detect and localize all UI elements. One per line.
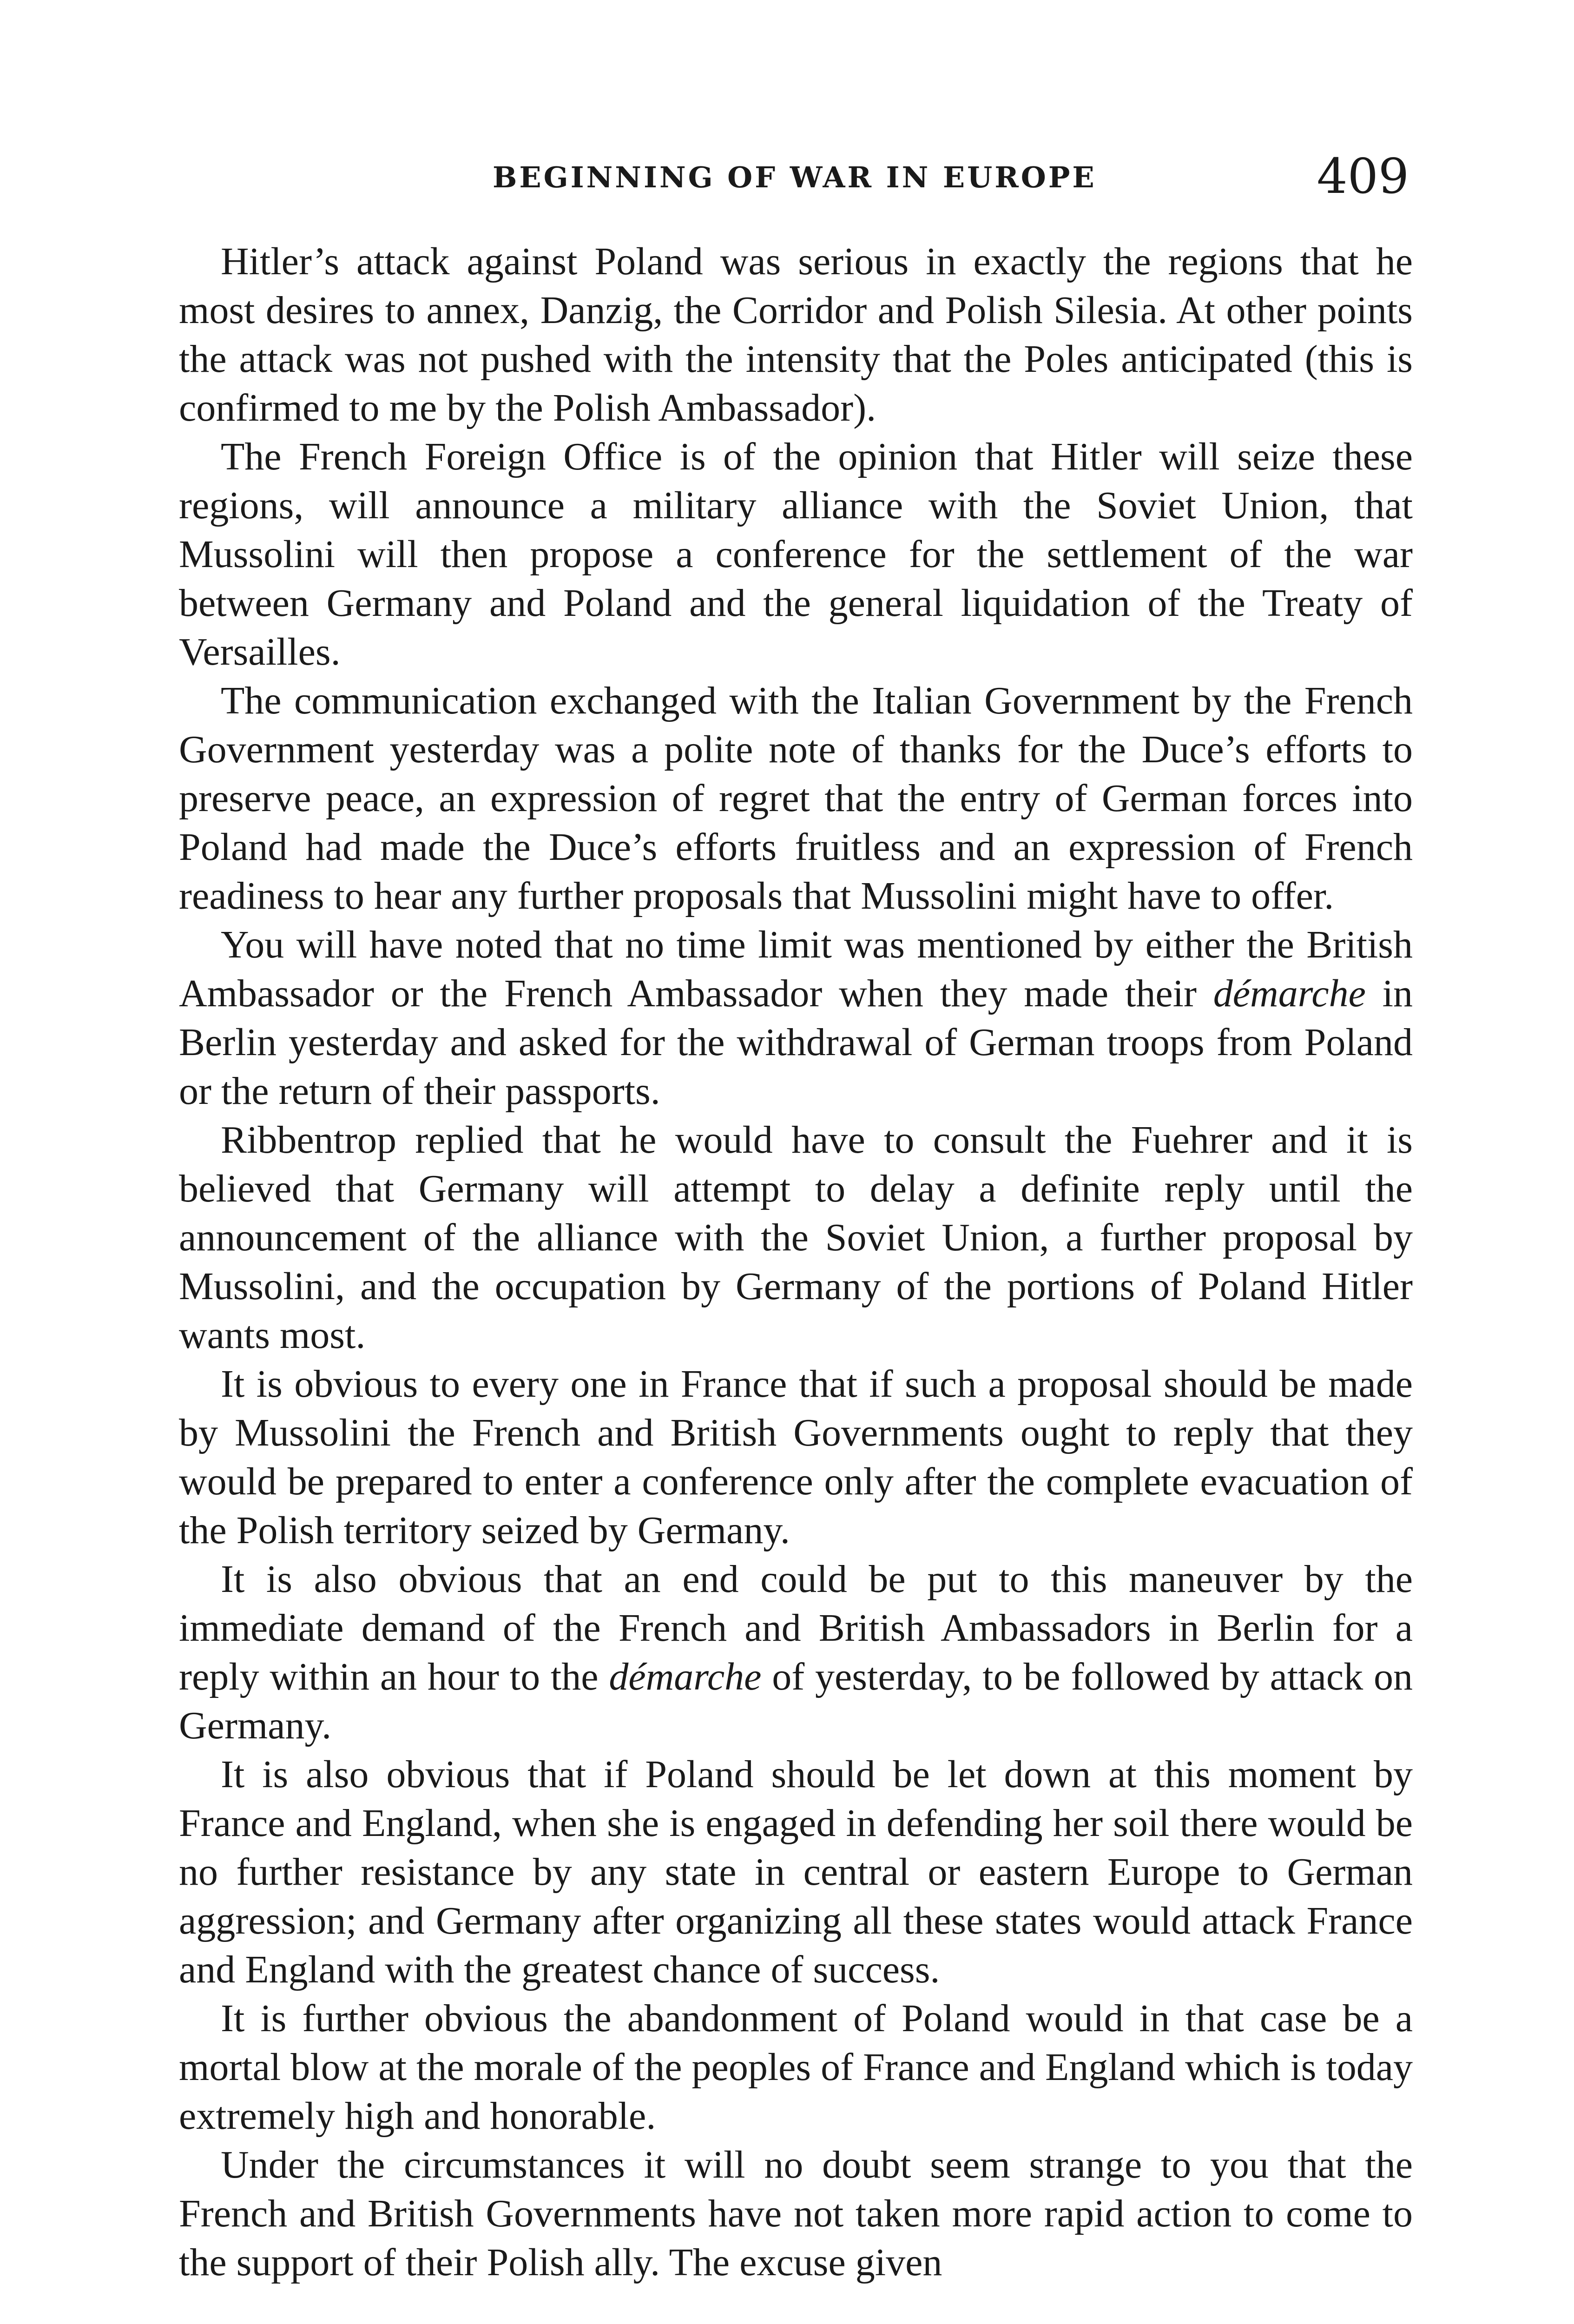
paragraph <box>179 920 1413 1116</box>
text-segment: of yesterday, to be followed by attack on Germany. <box>179 1655 1413 1747</box>
text-segment: It is obvious to every one in France that if such a proposal should be made by Mussolini the French and British Governments ought to reply that they would be prepared to enter a conference only after the complete evacuation of the Polish territory seized by Germany. <box>179 1362 1413 1552</box>
text-segment: Under the circumstances it will no doubt seem strange to you that the French and British Governments have not taken more rapid action to come to the support of their Polish ally. The excuse given <box>179 2143 1413 2284</box>
paragraph <box>179 1360 1413 1555</box>
text-segment: The French Foreign Office is of the opinion that Hitler will seize these regions, will announce a military alliance with the Soviet Union, that Mussolini will then propose a conference for the settlement of the war between Germany and Poland and the general liquidation of the Treaty of Versailles. <box>179 435 1413 673</box>
text-segment: You will have noted that no time limit was mentioned by either the British Ambassador or the French Ambassador when they made their <box>179 923 1413 1015</box>
text-segment: Hitler’s attack against Poland was serious in exactly the regions that he most desires to annex, Danzig, the Corridor and Polish Silesia. At other points the attack was not pushed with the intensity that the Poles anticipated (this is confirmed to me by the Polish Ambassador). <box>179 240 1413 429</box>
paragraph <box>179 1994 1413 2140</box>
text-segment: Ribbentrop replied that he would have to consult the Fuehrer and it is believed that Germany will attempt to delay a definite reply until the announcement of the alliance with the Soviet Union, a further proposal by Mussolini, and the occupation by Germany of the portions of Poland Hitler wants most. <box>179 1118 1413 1357</box>
paragraph <box>179 1116 1413 1360</box>
paragraph <box>179 1555 1413 1750</box>
paragraph <box>179 237 1413 432</box>
text-segment: in Berlin yesterday and asked for the withdrawal of German troops from Poland or the return of their passports. <box>179 972 1413 1113</box>
paragraph <box>179 1750 1413 1994</box>
paragraph <box>179 432 1413 676</box>
italic-term: démarche <box>1213 972 1366 1015</box>
body-text <box>179 237 1413 2287</box>
paragraph <box>179 676 1413 920</box>
page-number: 409 <box>1317 148 1409 205</box>
italic-term: démarche <box>609 1655 762 1698</box>
text-segment: The communication exchanged with the Italian Government by the French Government yesterday was a polite note of thanks for the Duce’s efforts to preserve peace, an expression of regret that the entry of German forces into Poland had made the Duce’s efforts fruitless and an expression of French readiness to hear any further proposals that Mussolini might have to offer. <box>179 679 1413 918</box>
text-segment: It is also obvious that an end could be put to this maneuver by the immediate demand of the French and British Ambassadors in Berlin for a reply within an hour to the <box>179 1558 1413 1698</box>
text-segment: It is also obvious that if Poland should be let down at this moment by France and England, when she is engaged in defending her soil there would be no further resistance by any state in central or eastern Europe to German aggression; and Germany after organizing all these states would attack France and England with the greatest chance of success. <box>179 1753 1413 1991</box>
paragraph <box>179 2140 1413 2287</box>
text-segment: It is further obvious the abandonment of Poland would in that case be a mortal blow at the morale of the peoples of France and England which is today extremely high and honorable. <box>179 1997 1413 2138</box>
running-title: BEGINNING OF WAR IN EUROPE <box>493 160 1097 194</box>
